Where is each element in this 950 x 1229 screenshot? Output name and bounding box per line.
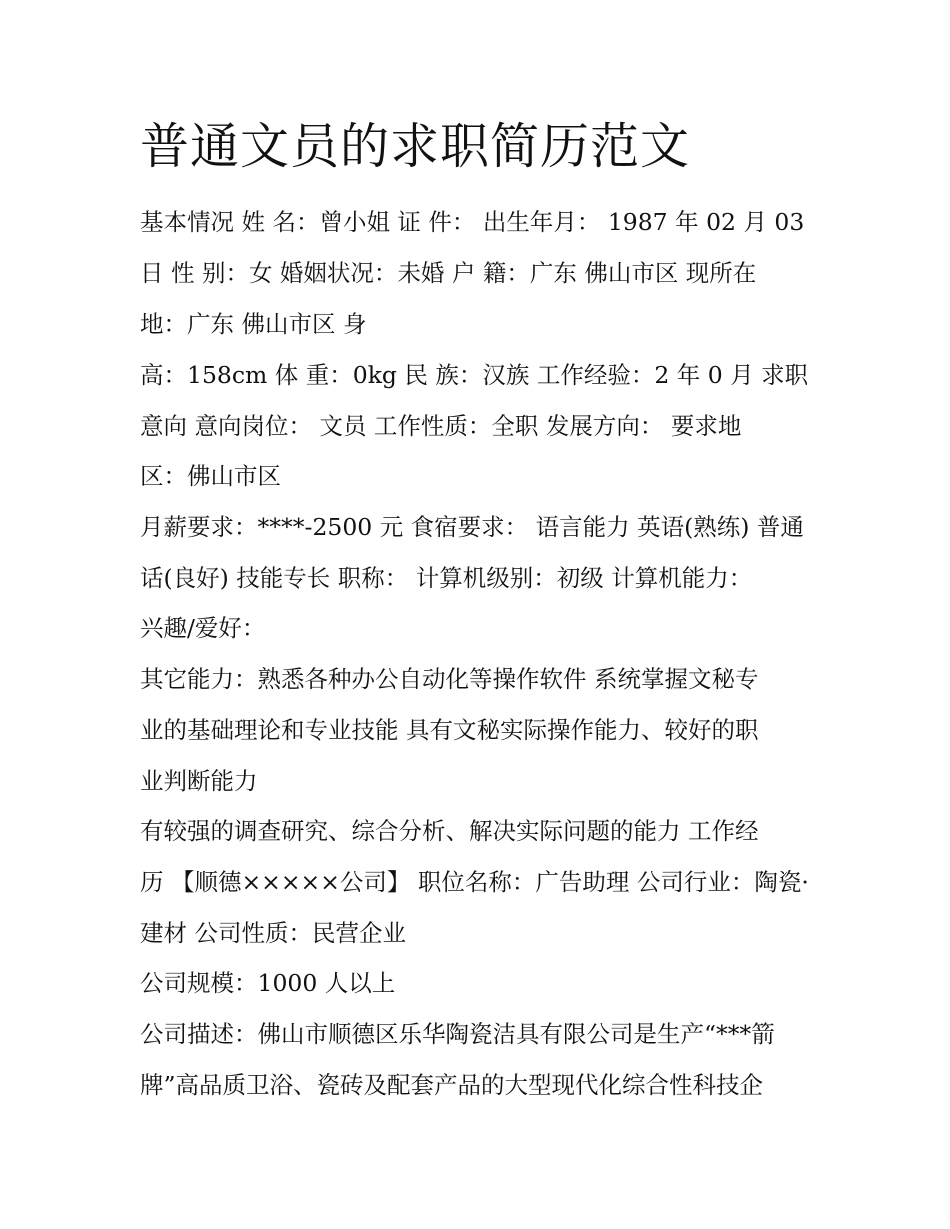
body-line: 日 性 别：女 婚姻状况：未婚 户 籍：广东 佛山市区 现所在 (140, 259, 757, 287)
body-line: 公司描述：佛山市顺德区乐华陶瓷洁具有限公司是生产“***箭 (140, 1020, 775, 1048)
body-line: 历 【顺德×××××公司】 职位名称：广告助理 公司行业：陶瓷· (140, 868, 809, 896)
body-line: 意向 意向岗位： 文员 工作性质：全职 发展方向： 要求地 (140, 412, 742, 440)
body-line: 月薪要求：****-2500 元 食宿要求： 语言能力 英语(熟练) 普通 (140, 513, 804, 541)
body-line: 区：佛山市区 (140, 462, 281, 490)
body-line: 兴趣/爱好： (140, 614, 266, 642)
body-line: 业的基础理论和专业技能 具有文秘实际操作能力、较好的职 (140, 716, 759, 744)
body-line: 基本情况 姓 名：曾小姐 证 件： 出生年月： 1987 年 02 月 03 (140, 208, 805, 236)
body-line: 地：广东 佛山市区 身 (140, 310, 367, 338)
body-line: 其它能力：熟悉各种办公自动化等操作软件 系统掌握文秘专 (140, 665, 759, 693)
page-title: 普通文员的求职简历范文 (140, 118, 691, 175)
body-line: 话(良好) 技能专长 职称： 计算机级别：初级 计算机能力： (140, 564, 753, 592)
body-line: 高：158cm 体 重：0kg 民 族：汉族 工作经验：2 年 0 月 求职 (140, 361, 809, 389)
body-line: 有较强的调查研究、综合分析、解决实际问题的能力 工作经 (140, 817, 759, 845)
body-line: 建材 公司性质：民营企业 (140, 919, 406, 947)
body-line: 牌”高品质卫浴、瓷砖及配套产品的大型现代化综合性科技企 (140, 1071, 764, 1099)
body-line: 公司规模：1000 人以上 (140, 969, 396, 997)
body-line: 业判断能力 (140, 767, 258, 795)
